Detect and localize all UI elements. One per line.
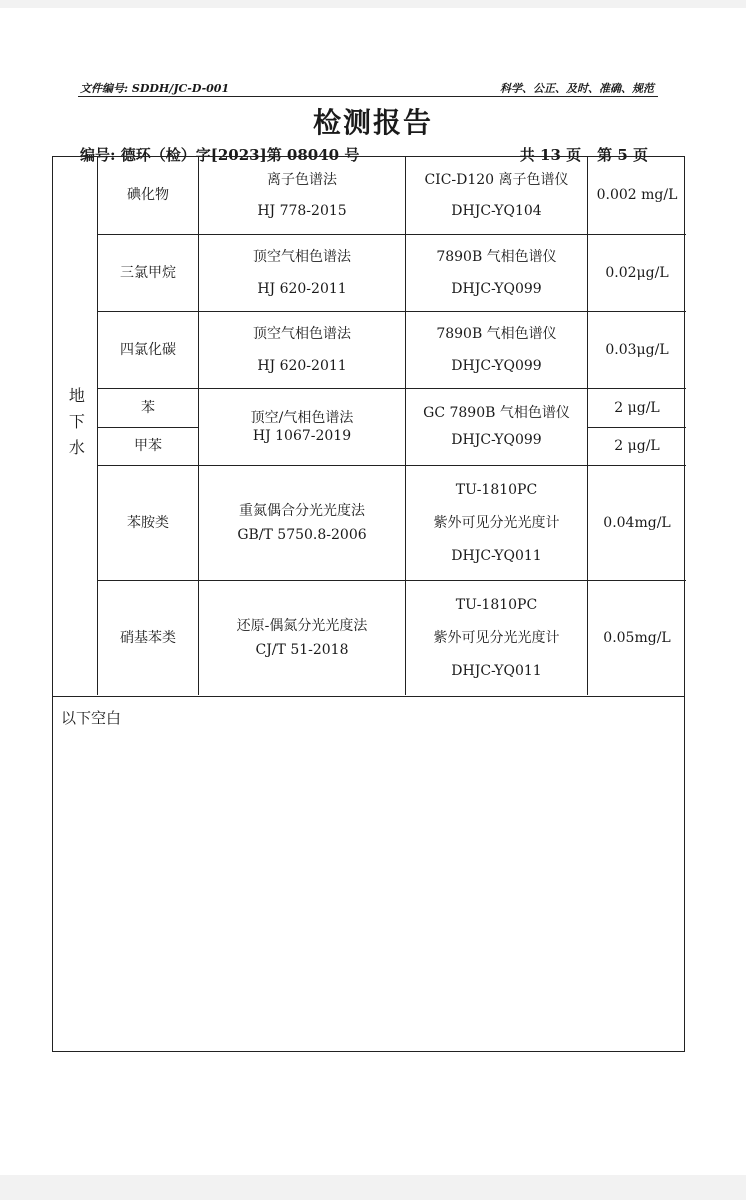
remark-text: 以下空白 bbox=[61, 709, 122, 727]
instrument-model: TU-1810PC bbox=[455, 481, 538, 498]
instrument-name: 7890B 气相色谱仪 bbox=[436, 249, 557, 266]
table-row-item: 苯胺类 bbox=[98, 466, 199, 581]
instrument-name: GC 7890B 气相色谱仪 bbox=[423, 405, 570, 422]
table-row-limit: 0.03μg/L bbox=[588, 312, 686, 389]
instrument-name: 紫外可见分光光度计 bbox=[433, 514, 560, 531]
table-row-item: 碘化物 bbox=[98, 157, 199, 235]
instrument-id: DHJC-YQ011 bbox=[451, 547, 542, 564]
instrument-id: DHJC-YQ104 bbox=[451, 203, 542, 220]
category-cell: 地下水 bbox=[53, 157, 98, 695]
detection-table bbox=[52, 156, 685, 697]
table-row-method bbox=[199, 581, 406, 695]
table-row-limit: 0.02μg/L bbox=[588, 235, 686, 312]
table-row-instrument bbox=[406, 157, 588, 235]
report-number: 编号: 德环（检）字[2023]第 08040 号 bbox=[80, 146, 360, 164]
table-row-instrument bbox=[406, 312, 588, 389]
method-standard: HJ 620-2011 bbox=[257, 280, 347, 297]
instrument-name: 紫外可见分光光度计 bbox=[433, 629, 560, 646]
method-name: 顶空/气相色谱法 bbox=[250, 409, 354, 426]
method-name: 重氮偶合分光光度法 bbox=[239, 502, 365, 519]
table-row-method bbox=[199, 157, 406, 235]
instrument-name: 7890B 气相色谱仪 bbox=[436, 326, 557, 343]
table-row-method bbox=[199, 312, 406, 389]
table-row-instrument bbox=[406, 466, 588, 581]
table-row-instrument bbox=[406, 389, 588, 466]
instrument-name: CIC-D120 离子色谱仪 bbox=[424, 171, 569, 188]
table-row-instrument bbox=[406, 235, 588, 312]
table-row-method bbox=[199, 389, 406, 466]
table-row-item: 甲苯 bbox=[98, 428, 199, 466]
table-row-limit: 2 μg/L bbox=[588, 428, 686, 466]
instrument-id: DHJC-YQ011 bbox=[451, 662, 542, 679]
table-row-item: 三氯甲烷 bbox=[98, 235, 199, 312]
table-row-limit: 0.002 mg/L bbox=[588, 157, 686, 235]
method-standard: HJ 620-2011 bbox=[257, 357, 347, 374]
table-row-limit: 2 μg/L bbox=[588, 389, 686, 428]
method-name: 顶空气相色谱法 bbox=[253, 326, 351, 343]
instrument-id: DHJC-YQ099 bbox=[451, 357, 542, 374]
table-row-limit: 0.05mg/L bbox=[603, 629, 671, 646]
table-row-method bbox=[199, 235, 406, 312]
total-pages: 共 13 页 bbox=[519, 146, 582, 164]
method-standard: CJ/T 51-2018 bbox=[255, 642, 349, 658]
table-row-item: 四氯化碳 bbox=[98, 312, 199, 389]
method-standard: HJ 1067-2019 bbox=[252, 428, 352, 444]
instrument-id: DHJC-YQ099 bbox=[451, 432, 542, 448]
method-name: 还原-偶氮分光光度法 bbox=[236, 617, 368, 634]
instrument-model: TU-1810PC bbox=[455, 596, 538, 613]
table-row-item: 硝基苯类 bbox=[98, 581, 199, 695]
header-divider bbox=[78, 96, 658, 97]
table-row-instrument bbox=[406, 581, 588, 695]
instrument-id: DHJC-YQ099 bbox=[451, 280, 542, 297]
header-motto: 科学、公正、及时、准确、规范 bbox=[500, 82, 654, 95]
table-row-method bbox=[199, 466, 406, 581]
page-title: 检测报告 bbox=[312, 106, 433, 139]
document-number: 文件编号: SDDH/JC-D-001 bbox=[80, 82, 230, 95]
method-standard: HJ 778-2015 bbox=[257, 203, 347, 220]
table-row-limit: 0.04mg/L bbox=[588, 466, 686, 581]
remark-box bbox=[52, 697, 685, 1052]
method-name: 顶空气相色谱法 bbox=[253, 249, 351, 266]
method-name: 离子色谱法 bbox=[267, 171, 337, 188]
table-row-item: 苯 bbox=[98, 389, 199, 428]
current-page: 第 5 页 bbox=[597, 146, 648, 164]
method-standard: GB/T 5750.8-2006 bbox=[237, 527, 367, 543]
